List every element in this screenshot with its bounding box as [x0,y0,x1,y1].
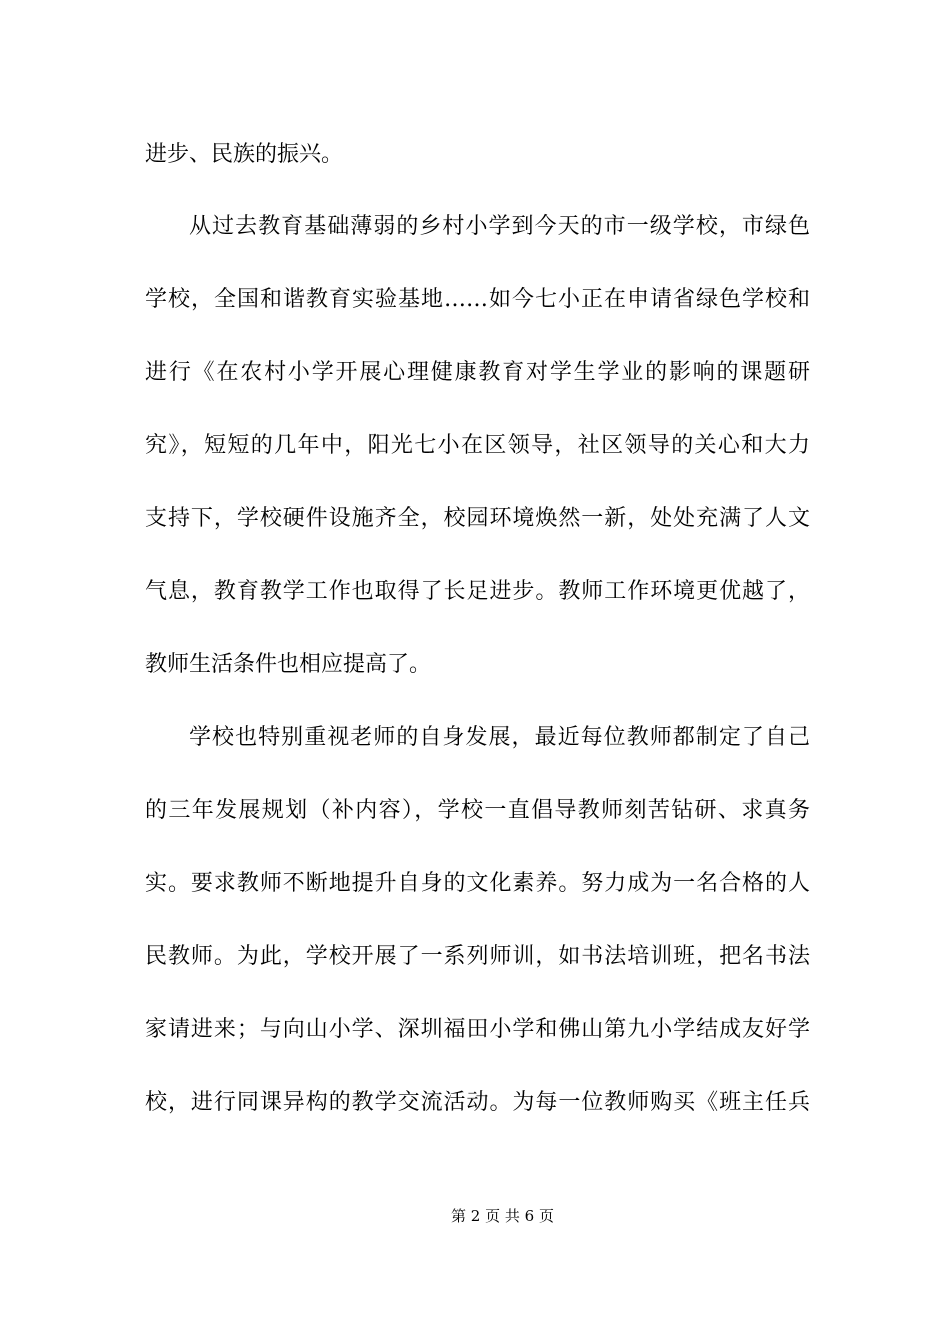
paragraph-1-line-1: 进步、民族的振兴。 [145,142,344,167]
paragraph-2-line-5: 支持下，学校硬件设施齐全，校园环境焕然一新，处处充满了人文 [145,506,810,531]
paragraph-3-line-5: 家请进来；与向山小学、深圳福田小学和佛山第九小学结成友好学 [145,1017,810,1042]
paragraph-3-line-6: 校，进行同课异构的教学交流活动。为每一位教师购买《班主任兵 [145,1090,810,1115]
paragraph-3-line-3: 实。要求教师不断地提升自身的文化素养。努力成为一名合格的人 [145,871,810,896]
paragraph-2-line-3: 进行《在农村小学开展心理健康教育对学生学业的影响的课题研 [145,360,810,385]
page-number-footer: 第 2 页 共 6 页 [451,1207,554,1225]
paragraph-2-line-7: 教师生活条件也相应提高了。 [145,652,432,677]
paragraph-3-line-4: 民教师。为此，学校开展了一系列师训，如书法培训班，把名书法 [145,944,810,969]
paragraph-2-line-2: 学校，全国和谐教育实验基地……如今七小正在申请省绿色学校和 [145,287,810,312]
paragraph-3-line-1: 学校也特别重视老师的自身发展，最近每位教师都制定了自己 [189,725,810,750]
paragraph-2-line-4: 究》，短短的几年中，阳光七小在区领导，社区领导的关心和大力 [145,433,810,458]
paragraph-2-line-6: 气息，教育教学工作也取得了长足进步。教师工作环境更优越了， [145,579,810,604]
paragraph-3-line-2: 的三年发展规划（补内容），学校一直倡导教师刻苦钻研、求真务 [145,798,810,823]
paragraph-2-line-1: 从过去教育基础薄弱的乡村小学到今天的市一级学校，市绿色 [189,214,810,239]
